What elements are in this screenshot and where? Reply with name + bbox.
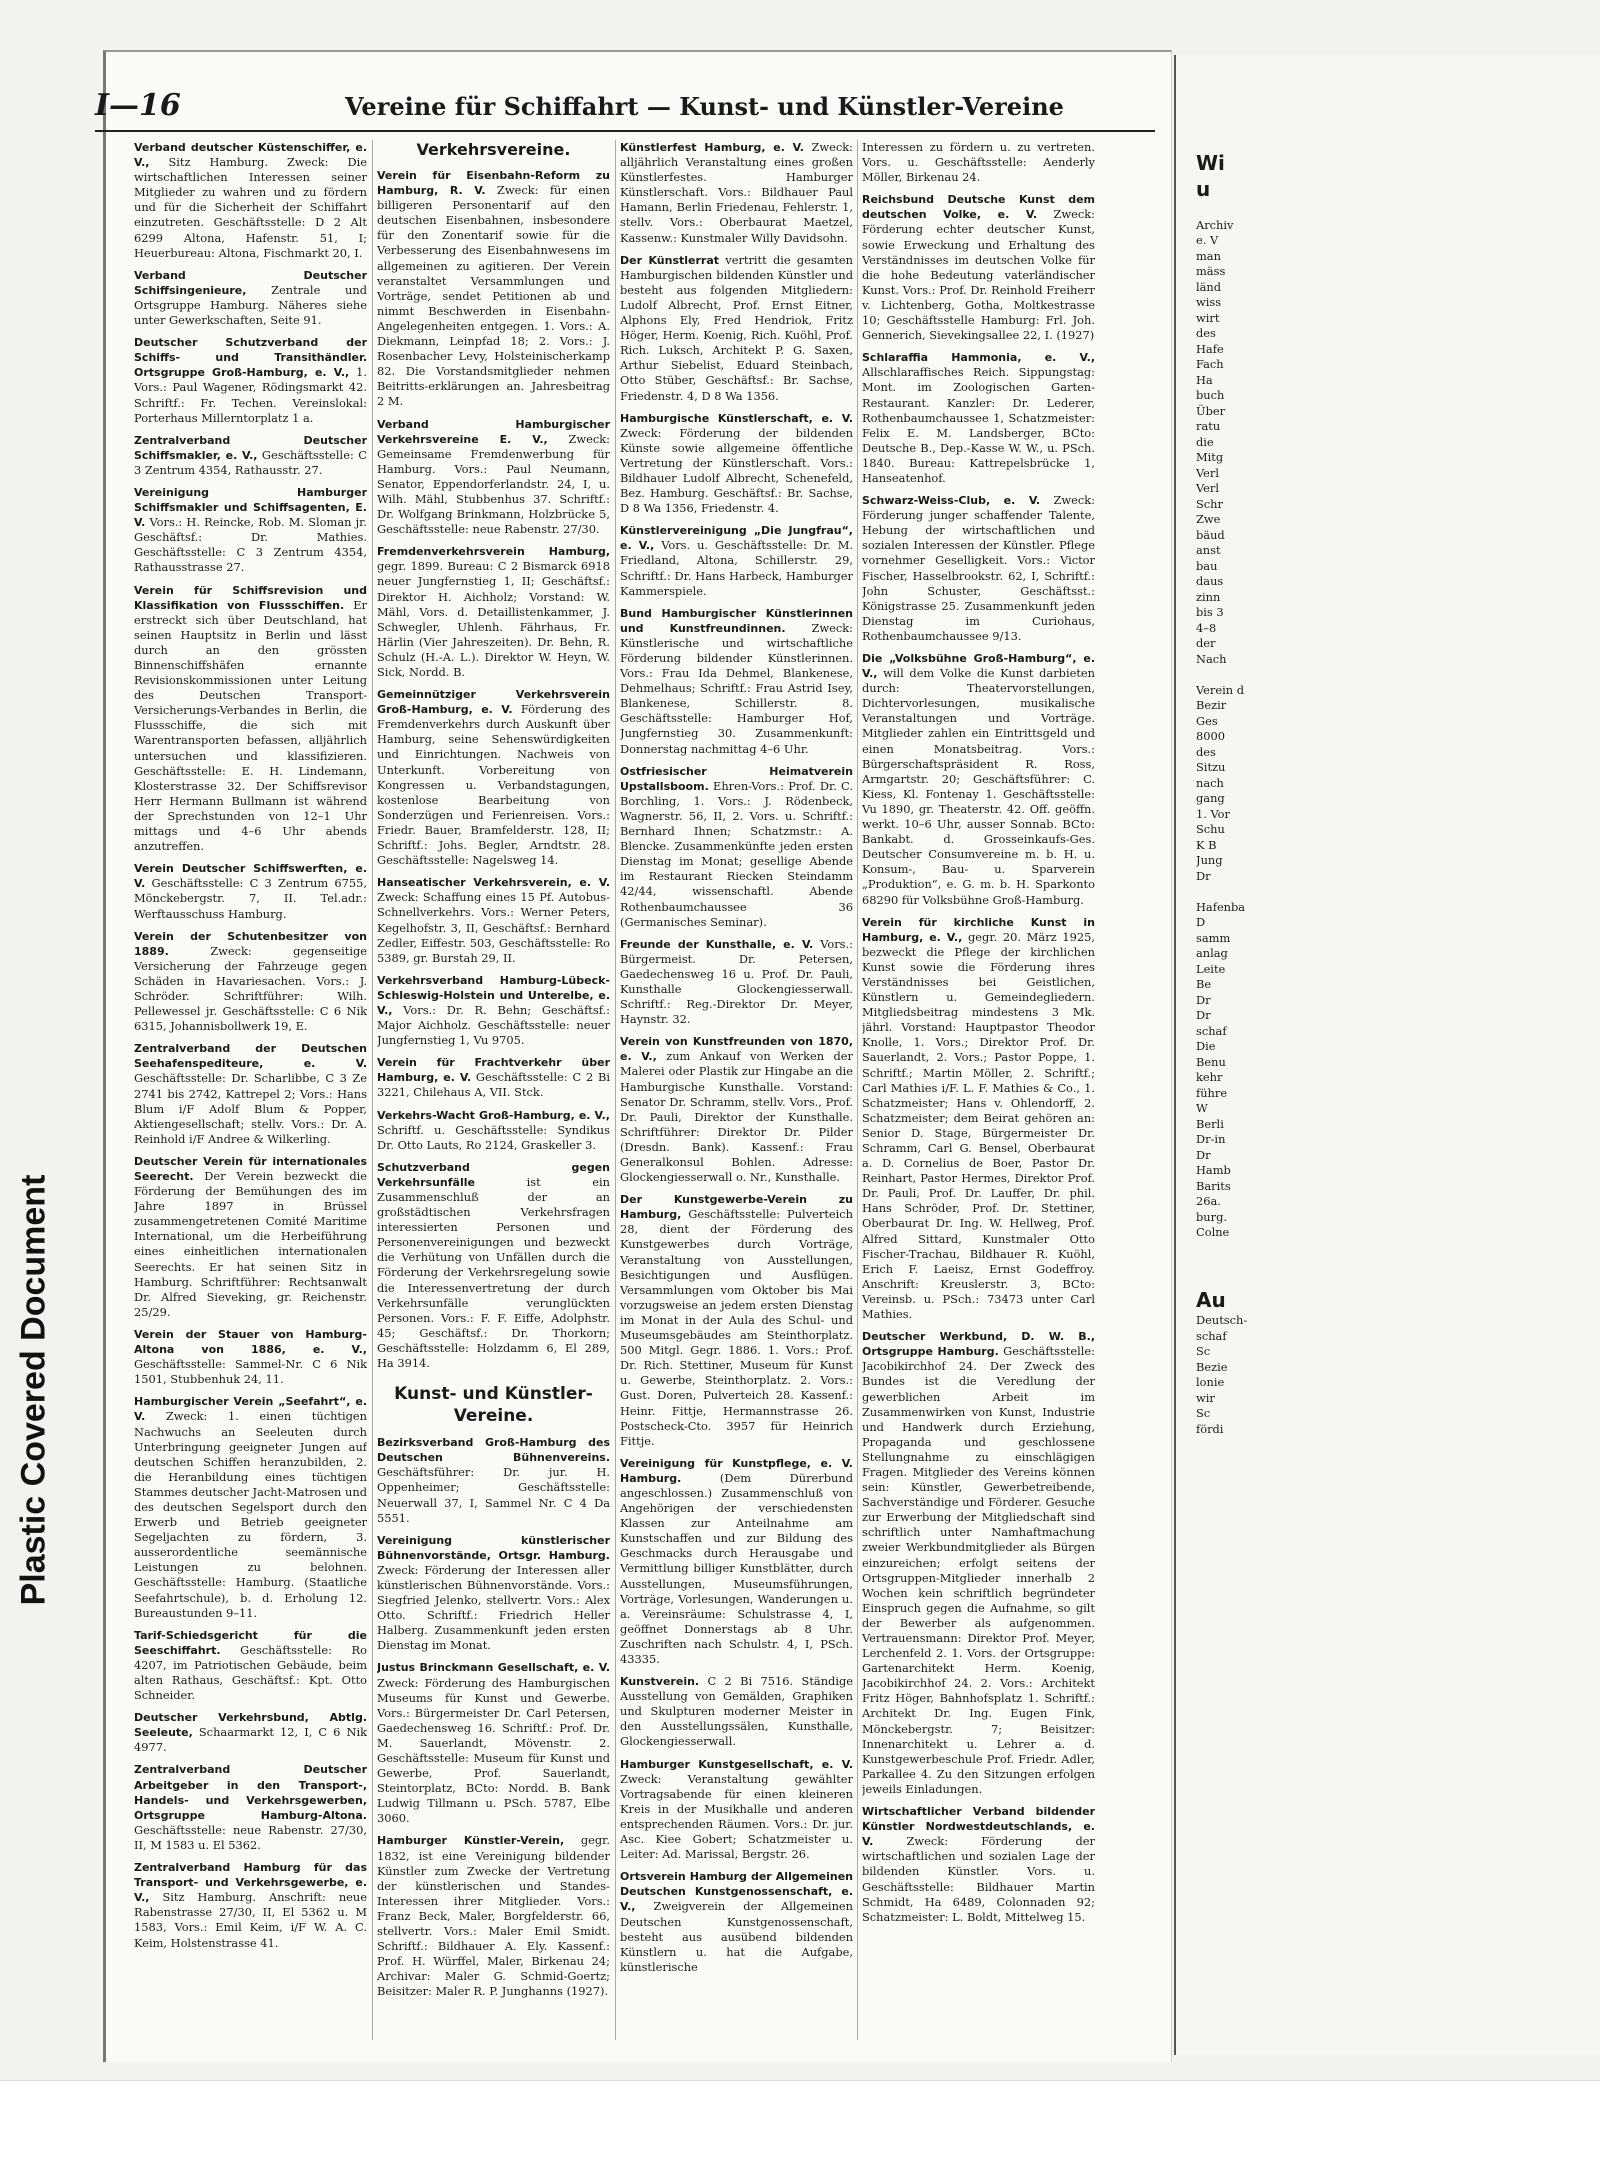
adjacent-fragment: Au (1196, 1288, 1226, 1312)
adjacent-fragment: der (1196, 636, 1216, 650)
entry-text: Geschäftsstelle: Jacobikirchhof 24. Der Zweck des Bundes ist die Veredlung der gewerblichen Arbeit im Zusammenwirken von Kunst, Industrie und Handwerk durch Erziehung, Propaganda und geschlossene Stellungnahme zu einschlägigen Fragen. Mitglieder des Vereins können sein: Künstler, Gewerbetreibende, Sachverständige und Förderer. Gesuche zur Erwerbung der Mitgliedschaft sind schriftlich unter Namhaftmachung zweier Werkbundmitglieder als Bürgen einzureichen; erfolgt seitens der Ortsgruppen-Mitglieder innerhalb 2 Wochen kein schriftlich begründeter Einspruch gegen die Aufnahme, so gilt der Bewerber als aufgenommen. Vertrauensmann: Direktor Prof. Meyer, Lerchenfeld 2. 1. Vors. der Ortsgruppe: Gartenarchitekt Herm. Koenig, Jacobikirchhof 24. 2. Vors.: Architekt Fritz Höger, Bahnhofsplatz 1. Schriftf.: Architekt Dr. Ing. Eugen Fink, Mönckebergstr. 7; Beisitzer: Innenarchitekt u. Lehrer a. d. Kunstgewerbeschule Prof. Friedr. Adler, Parkallee 4. Zu den Sitzungen erfolgen jeweils Einladungen. (862, 1344, 1095, 1796)
entry-text: Zweck: Schaffung eines 15 Pf. Autobus-Schnellverkehrs. Vors.: Werner Peters, Kegelhofstr. 3, II, Geschäftsf.: Bernhard Zedler, Eiffestr. 503, Geschäftsstelle: Ro 5389, gr. Burstah 29, II. (377, 890, 610, 965)
entry-text: Geschäftsstelle: Sammel-Nr. C 6 Nik 1501, Stubbenhuk 24, 11. (134, 1357, 367, 1387)
entry-text: C 2 Bi 7516. Ständige Ausstellung von Gemälden, Graphiken und Skulpturen moderner Meister in den Ausstellungssälen, Kunsthalle, Glockengiesserwall. (620, 1674, 853, 1749)
adjacent-fragment: 4–8 (1196, 620, 1217, 635)
entry-text: Schaarmarkt 12, I, C 6 Nik 4977. (134, 1725, 367, 1755)
adjacent-fragment: Sc (1196, 1406, 1211, 1420)
adjacent-fragment: Hafenba (1196, 899, 1246, 914)
adjacent-fragment: Leite (1196, 961, 1226, 976)
bottom-margin (0, 2080, 1600, 2178)
entry-text: Geschäftsstelle: neue Rabenstr. 27/30, II, M 1583 u. El 5362. (134, 1822, 367, 1852)
entry-text: Zweck: Förderung des Hamburgischen Museums für Kunst und Gewerbe. Vors.: Bürgermeister Dr. Carl Petersen, Gaedechensweg 16. Schriftf.: Prof. Dr. M. Sauerlandt, Mövenstr. 2. Geschäftsstelle: Museum für Kunst und Gewerbe, Prof. Sauerlandt, Steintorplatz, BCto: Nordd. B. Bank Ludwig Tillmann u. PSch. 5787, Elbe 3060. (377, 1675, 610, 1826)
column-2-entries-kunst (377, 1435, 610, 1999)
adjacent-fragment (1196, 1256, 1256, 1272)
side-label-text: Plastic Covered Document (14, 1174, 53, 1606)
entry-text: Zweck: Förderung der bildenden Künste sowie allgemeine öffentliche Vertretung der Künstlerschaft. Vors.: Bildhauer Ludolf Albrecht, Schenefeld, Bez. Hamburg. Geschäftsf.: Br. Sachse, D 8 Wa 1356, Friedenstr. 4. (620, 425, 853, 516)
section-heading-kunst-vereine: Kunst- und Künstler-Vereine. (394, 1384, 593, 1427)
entry-text: Vors. u. Geschäftsstelle: Dr. M. Friedland, Altona, Schillerstr. 29, Schriftf.: Dr. Hans Harbeck, Hamburger Kammerspiele. (620, 538, 853, 598)
adjacent-fragment: Verein d (1196, 682, 1244, 697)
adjacent-fragment: ratu (1196, 419, 1221, 433)
adjacent-fragment: Über (1196, 403, 1226, 418)
entry-text: Zentrale und Ortsgruppe Hamburg. Näheres siehe unter Gewerkschaften, Seite 91. (134, 282, 367, 328)
directory-entry (134, 583, 367, 855)
entry-text: Förderung des Fremdenverkehrs durch Auskunft über Hamburg, seine Sehenswürdigkeiten und Einrichtungen. Nachweis von Unterkunft. Vorbereitung von Kongressen u. Verbandstagungen, kostenlose Bearbeitung von Sonderzügen und Ferienreisen. Vors.: Friedr. Bauer, Bramfelderstr. 128, II; Schriftf.: Johs. Begler, Arndtstr. 28. Geschäftsstelle: Nagelsweg 14. (377, 702, 610, 868)
entry-text: Allschlaraffisches Reich. Sippungstag: Mont. im Zoologischen Garten-Restaurant. Kanzler: Dr. Lederer, Rothenbaumchaussee 1, Schatzmeister: Felix E. M. Landsberger, BCto: Deutsche B., Dep.-Kasse W. W., u. PSch. 1840. Bureau: Kattrepelsbrücke 1, Hanseatenhof. (862, 365, 1095, 485)
adjacent-fragment: schaf (1196, 1023, 1227, 1038)
adjacent-fragment: wiss (1196, 295, 1222, 309)
adjacent-fragment: Mitg (1196, 450, 1224, 464)
directory-entry (134, 1327, 367, 1387)
directory-entry (620, 1456, 853, 1667)
directory-entry (134, 1628, 367, 1703)
directory-entry (377, 168, 610, 410)
adjacent-fragment: Jung (1196, 853, 1223, 867)
entry-name: Zentralverband Hamburg für das Transport- und Verkehrsgewerbe, e. V., (134, 1861, 367, 1905)
entry-text: Geschäftsstelle: Pulverteich 28, dient der Förderung des Kunstgewerbes durch Vorträge, Veranstaltung von Ausstellungen, Besichtigungen und Ausflügen. Versammlungen vom Oktober bis Mai vorzugsweise an jedem ersten Dienstag im Monat in der Aula des Schul- und Museumsgebäudes am Steinthorplatz. 500 Mitgl. Gegr. 1886. 1. Vors.: Prof. Dr. Rich. Stettiner, Museum für Kunst u. Gewerbe, Steinthorplatz. 2. Vors.: Gust. Doren, Pulverteich 28. Kassenf.: Heinr. Fittje, Hermannstrasse 26. Postscheck-Cto. 3957 für Heinrich Fittje. (620, 1207, 853, 1448)
adjacent-fragment: Dr (1196, 1008, 1211, 1022)
adjacent-page-text (1196, 150, 1256, 2050)
entry-text: Geschäftsstelle: Dr. Scharlibbe, C 3 Ze 2741 bis 2742, Kattrepel 2; Vors.: Hans Blum i/F Adolf Blum & Popper, Aktiengesellschaft; stellv. Vors.: Dr. A. Reinhold i/F Andree & Wilkerling. (134, 1071, 367, 1146)
entry-name: Freunde der Kunsthalle, e. V. (620, 937, 814, 951)
directory-entry (620, 1674, 853, 1749)
entry-text: (Dem Dürerbund angeschlossen.) Zusammenschluß von Angehörigen der verschiedensten Klassen zur Anteilnahme am Kunstschaffen und zur Bildung des Geschmacks durch Herausgabe und Vermittlung billiger Kunstblätter, durch Ausstellungen, Museumsführungen, Vorträge, Vorlesungen, Wanderungen u. a. Vereinsräume: Schulstrasse 4, I, geöffnet Donnerstags ab 8 Uhr. Zuschriften nach Schulstr. 4, I, PSch. 43335. (620, 1470, 853, 1666)
entry-text: gegr. 1832, ist eine Vereinigung bildender Künstler zum Zwecke der Vertretung der künstlerischen und Standes-Interessen ihrer Mitglieder. Vors.: Franz Beck, Maler, Borgfelderstr. 66, stellvertr. Vors.: Maler Emil Smidt. Schriftf.: Bildhauer A. Ely. Kassenf.: Prof. H. Würffel, Maler, Birkenau 24; Archivar: Maler G. Schmid-Goertz; Beisitzer: Maler R. P. Junghanns (1927). (377, 1833, 610, 1999)
directory-entry (862, 192, 1095, 343)
adjacent-fragment: Verl (1196, 481, 1220, 495)
directory-entry (134, 1710, 367, 1755)
adjacent-fragment: die (1196, 434, 1214, 449)
adjacent-fragment: anst (1196, 543, 1221, 557)
directory-entry (134, 335, 367, 426)
adjacent-fragment: Hamb (1196, 1163, 1231, 1177)
entry-name: Schwarz-Weiss-Club, e. V. (862, 494, 1041, 508)
adjacent-fragment: Fach (1196, 357, 1224, 371)
directory-entry (134, 1154, 367, 1320)
adjacent-fragment: Be (1196, 977, 1212, 991)
entry-text: 1. Vors.: Paul Wagener, Rödingsmarkt 42. Schriftf.: Fr. Techen. Vereinslokal: Porterhaus Millerntorplatz 1 a. (134, 365, 367, 425)
entry-name: Verein von Kunstfreunden von 1870, e. V., (620, 1035, 853, 1064)
adjacent-fragment: gang (1196, 791, 1225, 805)
directory-entry (862, 493, 1095, 644)
adjacent-fragment: Dr (1196, 992, 1211, 1007)
adjacent-fragment: Sc (1196, 1344, 1211, 1358)
entry-text: Zweck: alljährlich Veranstaltung eines großen Künstlerfestes. Hamburger Künstlerschaft. Vors.: Bildhauer Paul Hamann, Berlin Friedenau, Fehlerstr. 1, stellv. Vors.: Oberbaurat Maetzel, Kassenw.: Kunstmaler Willy Davidsohn. (620, 140, 853, 245)
adjacent-fragment: des (1196, 744, 1216, 759)
entry-text: gegr. 20. März 1925, bezweckt die Pflege der kirchlichen Kunst sowie die Förderung ihres Verständnisses bei Geistlichen, Künstlern u. Gemeindegliedern. Mitgliedsbeitrag mindestens 3 Mk. jährl. Vorstand: Hauptpastor Theodor Knolle, 1. Vors.; Direktor Prof. Dr. Sauerlandt, 2. Vors.; Pastor Poppe, 1. Schriftf.; Martin Möller, 2. Schriftf.; Carl Mathies i/F. L. F. Mathies & Co., 1. Schatzmeister; Hans v. Ohlendorff, 2. Schatzmeister; dem Beirat gehören an: Senior D. Stage, Bürgermeister Dr. Schramm, Carl G. Bensel, Oberbaurat a. D. Cornelius de Boer, Pastor Dr. Reinhart, Pastor Hermes, Direktor Prof. Dr. Pauli, Prof. Dr. Lauffer, Dr. phil. Hans Schröder, Prof. Dr. Stettiner, Oberbaurat Dr. Ing. W. Hellweg, Prof. Alfred Sittard, Kunstmaler Otto Fischer-Trachau, Bildhauer R. Kuöhl, Erich F. Laeisz, Ernst Godeffroy. Anschrift: Kreuslerstr. 3, BCto: Vereinsb. u. PSch.: 73473 unter Carl Mathies. (862, 929, 1095, 1322)
directory-entry (620, 1869, 853, 1975)
adjacent-fragment: 26a. (1196, 1194, 1221, 1208)
adjacent-fragment: des (1196, 326, 1216, 340)
adjacent-fragment: Die (1196, 1039, 1216, 1053)
column-divider (372, 140, 373, 2040)
entry-text: Geschäftsstelle: C 3 Zentrum 6755, Mönckebergstr. 7, II. Tel.adr.: Werftausschuss Hamburg. (134, 876, 367, 921)
directory-entry (620, 764, 853, 930)
directory-entry (862, 1329, 1095, 1797)
column-2-entries (377, 168, 610, 1371)
entry-name: Der Künstlerrat (620, 253, 720, 267)
directory-entry (620, 523, 853, 598)
entry-name: Deutscher Werkbund, D. W. B., Ortsgruppe Hamburg. (862, 1330, 1095, 1359)
entry-name: Verein der Stauer von Hamburg-Altona von 1886, e. V., (134, 1327, 367, 1357)
entry-name: Der Kunstgewerbe-Verein zu Hamburg, (620, 1193, 853, 1222)
directory-entry (620, 140, 853, 246)
adjacent-fragment (1196, 1272, 1256, 1288)
entry-name: Verkehrsverband Hamburg-Lübeck-Schleswig-Holstein und Unterelbe, e. V., (377, 973, 610, 1017)
adjacent-fragment: u (1196, 177, 1211, 201)
adjacent-fragment: Ha (1196, 372, 1213, 387)
entry-text: Geschäftsstelle: C 2 Bi 3221, Chilehaus A, VII. Stck. (377, 1070, 610, 1100)
entry-text: Zweck: Förderung echter deutscher Kunst, sowie Erweckung und Erhaltung des Verständnisses im deutschen Volke für die hohe Bedeutung vaterländischer Kunst. Vors.: Prof. Dr. Reinhold Freiherr v. Lichtenberg, Gotha, Moltkestrasse 10; Geschäftsstelle Hamburg: Frl. Joh. Gennerich, Sievekingsallee 22, I. (1927) (862, 207, 1095, 343)
side-label (4, 1160, 64, 1620)
entry-text: vertritt die gesamten Hamburgischen bildenden Künstler und besteht aus folgenden Mitgliedern: Ludolf Albrecht, Prof. Ernst Eitner, Alphons Ely, Fred Hendriok, Fritz Höger, Herm. Koenig, Rich. Kuöhl, Prof. Rich. Luksch, Architekt P. G. Saxen, Arthur Siebelist, Eduard Steinbach, Otto Stüber, Geschäftsf.: Br. Sachse, Friedenstr. 4, D 8 Wa 1356. (620, 252, 853, 403)
directory-entry (862, 651, 1095, 908)
entry-name: Tarif-Schiedsgericht für die Seeschiffahrt. (134, 1628, 367, 1657)
adjacent-fragment: Verl (1196, 465, 1220, 480)
entry-text: Der Verein bezweckt die Förderung der Bemühungen des im Jahre 1897 in Brüssel zusammengetretenen Comité Maritime International, um die Herbeiführung eines einheitlichen internationalen Seerechts. Er hat seinen Sitz in Hamburg. Schriftführer: Rechtsanwalt Dr. Alfred Sieveking, gr. Reichenstr. 25/29. (134, 1169, 367, 1319)
entry-name: Bund Hamburgischer Künstlerinnen und Kunstfreundinnen. (620, 606, 853, 635)
adjacent-fragment (1196, 1241, 1256, 1257)
adjacent-fragment: Barits (1196, 1178, 1231, 1193)
adjacent-fragment: bäud (1196, 527, 1225, 542)
entry-name: Die „Volksbühne Groß-Hamburg“, e. V., (862, 652, 1095, 681)
directory-entry (377, 544, 610, 680)
adjacent-fragment (1196, 884, 1256, 900)
adjacent-fragment: bau (1196, 558, 1218, 573)
entry-text: Zweck: gegenseitige Versicherung der Fahrzeuge gegen Schäden in Havariesachen. Vors.: J. Schröder. Schriftführer: Wilh. Pellewessel jr. Geschäftsstelle: C 6 Nik 6315, Johannisbollwerk 19, E. (134, 943, 367, 1034)
entry-text: Vors.: Dr. R. Behn; Geschäftsf.: Major Aichholz. Geschäftsstelle: neuer Jungfernstieg 1, Vu 9705. (377, 1002, 610, 1048)
adjacent-fragment: zinn (1196, 589, 1221, 604)
entry-text: Sitz Hamburg. Anschrift: neue Rabenstrasse 27/30, II, El 5362 u. M 1583, Vors.: Emil Keim, i/F W. A. C. Keim, Holstenstrasse 41. (134, 1890, 367, 1950)
entry-text: Zweck: für einen billigeren Personentarif auf den deutschen Eisenbahnen, insbesondere für den Zonentarif sowie für die Verbesserung des Eisenbahnwesens im allgemeinen zu agitieren. Der Verein veranstaltet Versammlungen und Vorträge, sendet Petitionen ab und nimmt Beschwerden in Eisenbahn-Angelegenheiten entgegen. 1. Vors.: A. Diekmann, Leinpfad 18; 2. Vors.: J. Rosenbacher Levy, Holsteinischerkamp 82. Die Vorstandsmitglieder nehmen Beitritts-erklärungen an. Jahresbeitrag 2 M. (377, 183, 610, 409)
directory-entry (862, 140, 1095, 185)
directory-entry (134, 433, 367, 478)
adjacent-fragment (1196, 667, 1256, 683)
adjacent-fragment: Nach (1196, 651, 1227, 666)
directory-entry (134, 861, 367, 921)
directory-entry (134, 1041, 367, 1147)
adjacent-fragment: Dr (1196, 1147, 1211, 1162)
entry-name: Verein für Frachtverkehr über Hamburg, e. V. (377, 1056, 610, 1085)
entry-text: Geschäftsstelle: Ro 4207, im Patriotischen Gebäude, beim alten Rathaus, Geschäftsf.: Kpt. Otto Schneider. (134, 1642, 367, 1703)
entry-name: Wirtschaftlicher Verband bildender Künstler Nordwestdeutschlands, e. V. (862, 1805, 1095, 1849)
column-4 (862, 140, 1095, 1932)
adjacent-fragment: bis 3 (1196, 605, 1224, 619)
entry-text: Zweck: Gemeinsame Fremdenwerbung für Hamburg. Vors.: Paul Neumann, Senator, Eppendorferlandstr. 24, I, u. Wilh. Mähl, Stubbenhus 37. Schriftf.: Dr. Wolfgang Brinkmann, Holzbrücke 5, Geschäftsstelle: neue Rabenstr. 27/30. (377, 431, 610, 537)
entry-text: Zweck: Förderung der Interessen aller künstlerischen Bühnenvorstände. Vors.: Siegfried Jelenko, stellvertr. Vors.: Alex Otto. Schriftf.: Friedrich Heller Halberg. Zusammenkunft jeden ersten Dienstag im Monat. (377, 1562, 610, 1653)
entry-name: Schlaraffia Hammonia, e. V., (862, 351, 1095, 365)
directory-entry (377, 1833, 610, 1999)
entry-name: Hamburger Kunstgesellschaft, e. V. (620, 1757, 853, 1771)
entry-text: Zweck: 1. einen tüchtigen Nachwuchs an Seeleuten durch Unterbringung geeigneter Jungen auf deutschen Schiffen heranzubilden, 2. die Heranbildung eines tüchtigen Stammes deutscher Jacht-Matrosen und des deutschen Segelsport durch den Erwerb und Betrieb geeigneter Segeljachten zu fördern, 3. ausserordentliche seemännische Leistungen zu belohnen. Geschäftsstelle: Hamburg. (Staatliche Seefahrtschule), b. d. Erholung 12. Bureaustunden 9–11. (134, 1409, 367, 1620)
adjacent-fragment: wir (1196, 1390, 1215, 1405)
entry-text: ist ein Zusammenschluß der an großstädtischen Verkehrsfragen interessierten Personen und Personenvereinigungen und bezweckt die Verhütung von Unfällen durch die Förderung der Verkehrsregelung sowie die Interessenvertretung der durch Verkehrsunfälle verunglückten Personen. Vors.: F. F. Eiffe, Adolphstr. 45; Geschäftsf.: Dr. Thorkorn; Geschäftsstelle: Holzdamm 6, El 289, Ha 3914. (377, 1174, 610, 1371)
adjacent-fragment: mäss (1196, 264, 1226, 278)
adjacent-fragment: Colne (1196, 1225, 1230, 1239)
entry-text: Er erstreckt sich über Deutschland, hat seinen Hauptsitz in Berlin und lässt durch an den grössten Binnenschiffshäfen ernannte Revisionskommissionen unter Leitung des Deutschen Transport-Versicherungs-Verbandes in Berlin, die Flussschiffe, die sich mit Warentransporten befassen, alljährlich untersuchen und klassifizieren. Geschäftsstelle: E. H. Lindemann, Klosterstrasse 32. Der Schiffsrevisor Herr Hermann Bullmann ist während der Sprechstunden von 12–1 Uhr mittags und 4–6 Uhr abends anzutreffen. (134, 597, 367, 854)
directory-entry (377, 1108, 610, 1153)
page-title: Vereine für Schiffahrt — Kunst- und Künstler-Vereine (345, 92, 1064, 121)
adjacent-fragment: 8000 (1196, 729, 1225, 743)
entry-text: Zweigverein der Allgemeinen Deutschen Kunstgenossenschaft, besteht aus ausübend bildenden Künstlern u. hat die Aufgabe, künstlerische (620, 1899, 853, 1974)
entry-name: Ortsverein Hamburg der Allgemeinen Deutschen Kunstgenossenschaft, e. V., (620, 1870, 853, 1914)
adjacent-fragment: Zwe (1196, 512, 1221, 526)
entry-name: Verein der Schutenbesitzer von 1889. (134, 929, 367, 958)
adjacent-fragment: schaf (1196, 1328, 1227, 1343)
entry-name: Verein für kirchliche Kunst in Hamburg, e. V., (862, 915, 1095, 944)
adjacent-fragment: nach (1196, 775, 1224, 790)
directory-entry (377, 1055, 610, 1100)
adjacent-fragment: Wi (1196, 151, 1225, 175)
entry-text: will dem Volke die Kunst darbieten durch: Theatervorstellungen, Dichtervorlesungen, musikalische Veranstaltungen und Vorträge. Mitglieder zahlen ein Eintrittsgeld und einen Monatsbeitrag. Vors.: Bürgerschaftspräsident R. Ross, Armgartstr. 20; Geschäftsführer: C. Kiess, Kl. Fontenay 1. Geschäftsstelle: Vu 1890, gr. Theaterstr. 42. Off. geöffn. werkt. 10–6 Uhr, ausser Sonnab. BCto: Bankabt. d. Grosseinkaufs-Ges. Deutscher Consumvereine m. b. H. u. Konsum-, Bau- u. Sparverein „Produktion“, e. G. m. b. H. Sparkonto 68290 für Volksbühne Groß-Hamburg. (862, 666, 1095, 907)
directory-entry (134, 140, 367, 261)
entry-text: Vors.: H. Reincke, Rob. M. Sloman jr. Geschäftsf.: Dr. Mathies. Geschäftsstelle: C 3 Zentrum 4354, Rathausstrasse 27. (134, 515, 367, 575)
directory-entry (377, 687, 610, 868)
entry-name: Verein für Eisenbahn-Reform zu Hamburg, R. V. (377, 169, 610, 198)
adjacent-fragment: Schr (1196, 496, 1223, 511)
entry-name: Justus Brinckmann Gesellschaft, e. V. (377, 1661, 610, 1675)
entry-name: Fremdenverkehrsverein Hamburg, (377, 545, 610, 559)
entry-name: Bezirksverband Groß-Hamburg des Deutschen Bühnenvereins. (377, 1436, 610, 1465)
entry-name: Ostfriesischer Heimatverein Upstallsboom. (620, 764, 853, 793)
adjacent-fragment: D (1196, 915, 1206, 929)
adjacent-fragment: Hafe (1196, 341, 1224, 356)
adjacent-fragment: Benu (1196, 1054, 1226, 1069)
entry-name: Hamburgische Künstlerschaft, e. V. (620, 411, 853, 425)
adjacent-fragment: samm (1196, 930, 1231, 945)
directory-entry (377, 1660, 610, 1826)
page-header (95, 88, 1165, 128)
entry-text: Zweck: Veranstaltung gewählter Vortragsabende für einen kleineren Kreis in der Musikhalle und anderen entsprechenden Räumen. Vors.: Dr. jur. Asc. Kiee Gobert; Schatzmeister u. Leiter: Ad. Marissal, Bergstr. 26. (620, 1771, 853, 1862)
entry-text: Vors.: Bürgermeist. Dr. Petersen, Gaedechensweg 16 u. Prof. Dr. Pauli, Kunsthalle Glockengiesserwall. Schriftf.: Reg.-Direktor Dr. Meyer, Haynstr. 32. (620, 936, 853, 1027)
entry-name: Hamburgischer Verein „Seefahrt“, e. V. (134, 1395, 367, 1424)
adjacent-fragment: Berli (1196, 1116, 1224, 1131)
entry-name: Zentralverband Deutscher Arbeitgeber in den Transport-, Handels- und Verkehrsgewerben, Ortsgruppe Hamburg-Altona. (134, 1763, 367, 1822)
entry-text: gegr. 1899. Bureau: C 2 Bismarck 6918 neuer Jungfernstieg 1, II; Geschäftsf.: Direktor H. Aichholz; Vorstand: W. Mähl, Vors. d. Detaillistenkammer, J. Schwegler, Uhlenh. Fährhaus, Fr. Härlin (Vier Jahreszeiten). Dr. Behn, R. Schulz (H.-A. L.). Direktor W. Heyn, W. Sick, Nordd. B. (377, 559, 610, 679)
adjacent-fragment: e. V (1196, 233, 1219, 247)
adjacent-fragment: Bezir (1196, 698, 1227, 712)
directory-entry (377, 1435, 610, 1526)
adjacent-fragment: Bezie (1196, 1359, 1228, 1374)
entry-text: Ehren-Vors.: Prof. Dr. C. Borchling, 1. Vors.: J. Rödenbeck, Wagnerstr. 56, II, 2. Vors. u. Schriftf.: Bernhard Ihnen; Schatzmstr.: A. Blencke. Zusammenkünfte jeden ersten Dienstag im Monat; gesellige Abende im Restaurant Riecken Steindamm 42/44, wissenschaftl. Abende Rothenbaumchaussee 36 (Germanisches Seminar). (620, 778, 853, 929)
adjacent-fragment: man (1196, 248, 1221, 263)
entry-text: Zweck: Förderung junger schaffender Talente, Hebung der wirtschaftlichen und sozialen Interessen der Künstler. Pflege vornehmer Geselligkeit. Vors.: Victor Fischer, Hasselbrookstr. 62, I, Schriftf.: John Schuster, Geschäftsst.: Königstrasse 25. Zusammenkunft jeden Dienstag im Curiohaus, Rothenbaumchaussee 9/13. (862, 493, 1095, 643)
entry-name: Reichsbund Deutsche Kunst dem deutschen Volke, e. V. (862, 193, 1095, 222)
entry-name: Deutscher Schutzverband der Schiffs- und Transithändler. Ortsgruppe Groß-Hamburg, e. V., (134, 336, 367, 380)
directory-entry (620, 1757, 853, 1863)
entry-text: Geschäftsführer: Dr. jur. H. Oppenheimer; Geschäftsstelle: Neuerwall 37, I, Sammel Nr. C 4 Da 5551. (377, 1465, 610, 1525)
entry-name: Vereinigung Hamburger Schiffsmakler und Schiffsagenten, E. V. (134, 485, 367, 530)
adjacent-fragment: Archiv (1196, 217, 1234, 232)
entry-name: Gemeinnütziger Verkehrsverein Groß-Hamburg, e. V. (377, 688, 610, 717)
adjacent-fragment: wirt (1196, 310, 1220, 325)
directory-entry (620, 937, 853, 1028)
directory-entry (134, 1394, 367, 1620)
adjacent-fragment (1196, 202, 1256, 218)
directory-entry (862, 915, 1095, 1323)
adjacent-fragment: W (1196, 1101, 1208, 1115)
directory-entry (377, 973, 610, 1048)
column-3 (620, 140, 853, 1982)
adjacent-fragment: Deutsch- (1196, 1313, 1248, 1327)
entry-name: Verein für Schiffsrevision und Klassifikation von Flussschiffen. (134, 583, 367, 612)
directory-entry (134, 929, 367, 1035)
directory-entry (377, 1533, 610, 1654)
entry-text: Zweck: Künstlerische und wirtschaftliche Förderung bildender Künstlerinnen. Vors.: Frau Ida Dehmel, Blankenese, Dehmelhaus; Schriftf.: Frau Astrid Isey, Blankenese, Schillerstr. 8. Geschäftsstelle: Hamburger Hof, Jungfernstieg 30. Zusammenkunft: Donnerstag nachmittag 4–6 Uhr. (620, 620, 853, 756)
entry-name: Deutscher Verein für internationales Seerecht. (134, 1154, 367, 1183)
header-rule (95, 130, 1155, 132)
directory-entry (134, 1860, 367, 1951)
directory-entry (377, 875, 610, 966)
adjacent-fragment: Ges (1196, 713, 1218, 728)
entry-name: Vereinigung künstlerischer Bühnenvorstände, Ortsgr. Hamburg. (377, 1533, 610, 1562)
entry-text: Interessen zu fördern u. zu vertreten. Vors. u. Geschäftsstelle: Aenderly Möller, Birkenau 24. (862, 140, 1095, 185)
directory-entry (620, 411, 853, 517)
adjacent-fragment: Sitzu (1196, 760, 1226, 774)
directory-entry (377, 417, 610, 538)
entry-name: Vereinigung für Kunstpflege, e. V. Hamburg. (620, 1456, 853, 1485)
directory-entry (134, 268, 367, 328)
adjacent-fragment: buch (1196, 388, 1225, 402)
adjacent-fragment: lonie (1196, 1375, 1225, 1389)
column-2 (377, 140, 610, 2007)
entry-name: Deutscher Verkehrsbund, Abtlg. Seeleute, (134, 1711, 367, 1740)
entry-name: Verband Deutscher Schiffsingenieure, (134, 268, 367, 297)
adjacent-fragment: Dr (1196, 868, 1211, 883)
entry-text: Zweck: Förderung der wirtschaftlichen und sozialen Lage der bildenden Künstler. Vors. u. Geschäftsstelle: Bildhauer Martin Schmidt, Ha 6489, Colonnaden 92; Schatzmeister: L. Boldt, Mittelweg 15. (862, 1834, 1095, 1924)
adjacent-fragment: fördi (1196, 1421, 1224, 1436)
entry-name: Verband Hamburgischer Verkehrsvereine E. V., (377, 417, 610, 446)
directory-entry (377, 1160, 610, 1371)
column-1 (134, 140, 367, 1958)
entry-name: Zentralverband Deutscher Schiffsmakler, e. V., (134, 433, 367, 462)
entry-text: Geschäftsstelle: C 3 Zentrum 4354, Rathausstr. 27. (134, 447, 367, 477)
entry-text: Sitz Hamburg. Zweck: Die wirtschaftlichen Interessen seiner Mitglieder zu wahren und zu fördern und für die Sicherheit der Schiffahrt einzutreten. Geschäftsstelle: D 2 Alt 6299 Altona, Hafenstr. 51, I; Heuerbureau: Altona, Fischmarkt 20, I. (134, 155, 367, 260)
adjacent-fragment: burg. (1196, 1209, 1227, 1224)
section-heading-verkehrsvereine: Verkehrsvereine. (416, 140, 571, 159)
entry-name: Hamburger Künstler-Verein, (377, 1834, 565, 1848)
page-number: I—16 (95, 88, 181, 123)
column-divider (857, 140, 858, 2040)
entry-name: Künstlerfest Hamburg, e. V. (620, 141, 804, 154)
directory-entry (620, 1192, 853, 1449)
directory-entry (620, 1034, 853, 1185)
adjacent-fragment: anlag (1196, 946, 1228, 960)
adjacent-fragment: Schu (1196, 822, 1225, 836)
entry-text: zum Ankauf von Werken der Malerei oder Plastik zur Hingabe an die Hamburgische Kunsthalle. Vorstand: Senator Dr. Schramm, stellv. Vors., Prof. Dr. Pauli, Direktor der Kunsthalle. Schriftführer: Direktor Dr. Pilder (Dresdn. Bank). Kassenf.: Frau Generalkonsul Bohlen. Adresse: Glockengiesserwall o. Nr., Kunsthalle. (620, 1049, 853, 1185)
directory-entry (620, 606, 853, 757)
directory-entry (620, 253, 853, 404)
entry-name: Schutzverband gegen Verkehrsunfälle (377, 1160, 610, 1189)
entry-name: Verband deutscher Küstenschiffer, e. V., (134, 141, 367, 170)
adjacent-fragment: 1. Vor (1196, 806, 1230, 821)
entry-name: Kunstverein. (620, 1675, 700, 1689)
entry-name: Zentralverband der Deutschen Seehafenspediteure, e. V. (134, 1042, 367, 1071)
directory-entry (134, 1762, 367, 1853)
adjacent-fragment: K B (1196, 837, 1217, 852)
adjacent-fragment: kehr (1196, 1070, 1223, 1084)
directory-entry (862, 1804, 1095, 1925)
entry-name: Künstlervereinigung „Die Jungfrau“, e. V., (620, 524, 853, 553)
entry-text: Schriftf. u. Geschäftsstelle: Syndikus Dr. Otto Lauts, Ro 2124, Graskeller 3. (377, 1122, 610, 1152)
column-divider (615, 140, 616, 2040)
adjacent-fragment: führe (1196, 1085, 1228, 1100)
adjacent-fragment: Dr-in (1196, 1132, 1226, 1146)
adjacent-fragment: länd (1196, 279, 1222, 294)
entry-name: Hanseatischer Verkehrsverein, e. V. (377, 876, 610, 890)
adjacent-fragment: daus (1196, 574, 1224, 588)
directory-entry (134, 485, 367, 576)
entry-name: Verkehrs-Wacht Groß-Hamburg, e. V., (377, 1108, 610, 1122)
directory-entry (862, 350, 1095, 486)
entry-name: Verein Deutscher Schiffswerften, e. V. (134, 862, 367, 891)
